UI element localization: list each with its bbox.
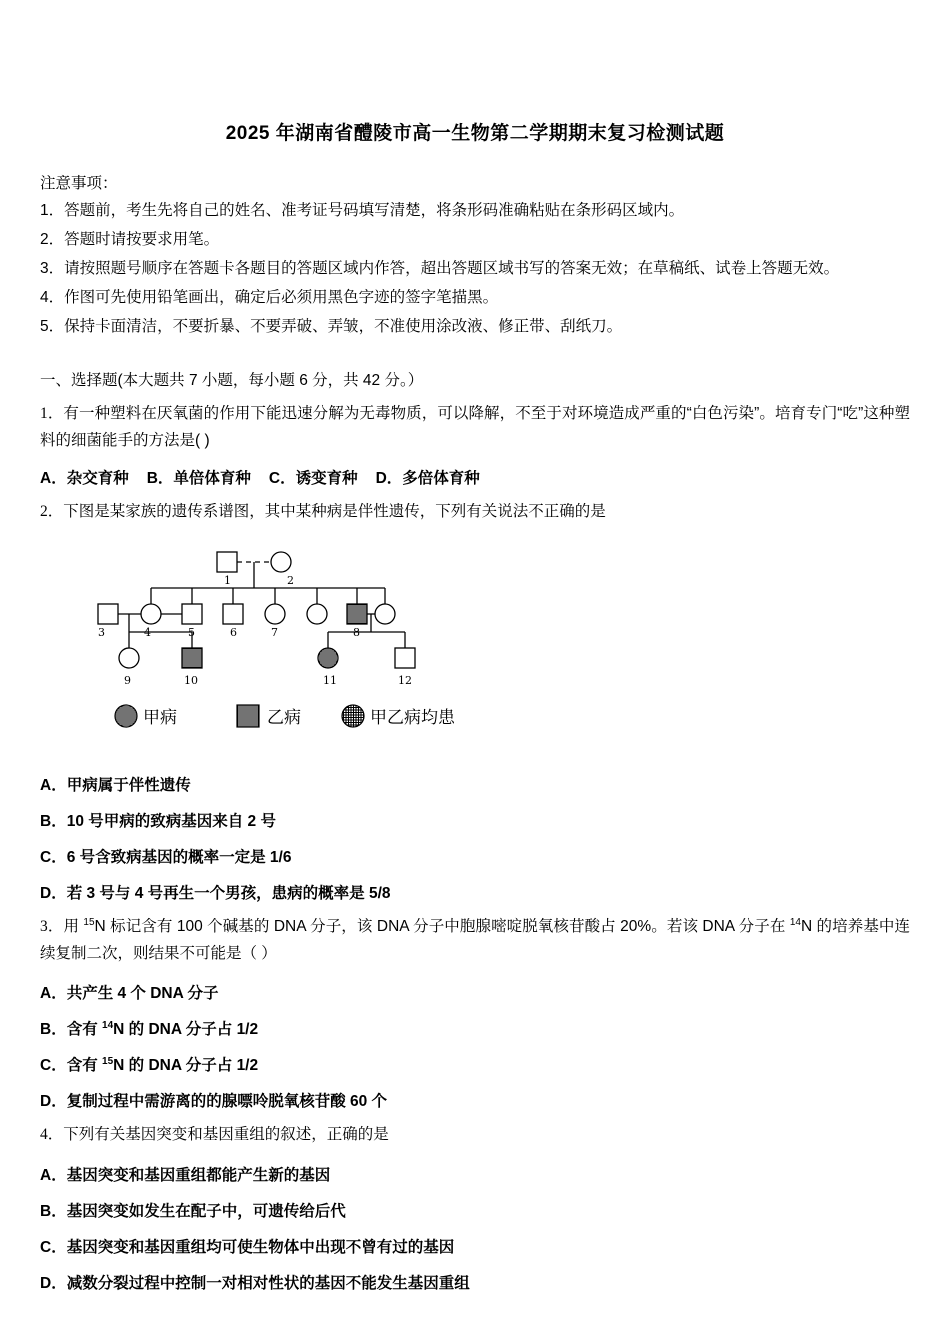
question-2-stem <box>40 499 910 526</box>
question-4-option-c[interactable]: C．基因突变和基因重组均可使生物体中出现不曾有过的基因 <box>40 1239 455 1257</box>
question-3-option-b[interactable]: B．含有 $^{14}$N 的 DNA 分子占 1/2 <box>40 1020 259 1039</box>
page-content <box>40 171 910 1293</box>
question-2-text: 下图是某家族的遗传系谱图，其中某种病是伴性遗传，下列有关说法不正确的是 <box>63 503 606 521</box>
question-2-number: 2． <box>40 503 64 521</box>
question-4-option-d[interactable]: D．减数分裂过程中控制一对相对性状的基因不能发生基因重组 <box>40 1275 470 1293</box>
question-4-number: 4． <box>40 1126 64 1144</box>
pedigree-label-4: 4 <box>144 625 151 639</box>
question-1-option-a[interactable]: A．杂交育种 <box>40 470 129 488</box>
question-3-number: 3． <box>40 918 64 936</box>
pedigree-label-9: 9 <box>124 673 131 687</box>
question-4-option-a[interactable]: A．基因突变和基因重组都能产生新的基因 <box>40 1167 331 1185</box>
pedigree-label-1: 1 <box>224 573 231 587</box>
question-4-option-b[interactable]: B．基因突变如发生在配子中，可遗传给后代 <box>40 1203 346 1221</box>
pedigree-label-6: 6 <box>230 625 237 639</box>
question-2-option-d[interactable]: D．若 3 号与 4 号再生一个男孩，患病的概率是 5/8 <box>40 884 391 902</box>
pedigree-label-3: 3 <box>98 625 105 639</box>
pedigree-label-7: 7 <box>271 625 278 639</box>
question-1-option-d[interactable]: D．多倍体育种 <box>375 470 480 488</box>
question-4-stem <box>40 1122 910 1149</box>
notice-heading: 注意事项： <box>40 175 118 192</box>
pedigree-label-2: 2 <box>287 573 294 587</box>
pedigree-label-11: 11 <box>323 673 337 687</box>
notice-item-2: 2．答题时请按要求用笔。 <box>40 231 220 248</box>
legend-label-both: 甲乙病均患 <box>370 707 455 728</box>
legend-label-yibing: 乙病 <box>267 707 301 728</box>
question-3-option-a[interactable]: A．共产生 4 个 DNA 分子 <box>40 985 219 1003</box>
notice-item-5: 5．保持卡面清洁，不要折暴、不要弄破、弄皱，不准使用涂改液、修正带、刮纸刀。 <box>40 318 623 335</box>
question-1-stem <box>40 401 910 454</box>
pedigree-diagram-svg <box>85 544 485 759</box>
question-1-option-b[interactable]: B．单倍体育种 <box>146 470 251 488</box>
legend-label-jiabing: 甲病 <box>143 707 177 728</box>
pedigree-label-12: 12 <box>398 673 412 687</box>
notice-item-4: 4．作图可先使用铅笔画出，确定后必须用黑色字迹的签字笔描黑。 <box>40 289 499 306</box>
section-heading: 一、选择题(本大题共 7 小题，每小题 6 分，共 42 分。） <box>40 372 424 389</box>
page-title: 2025 年湖南省醴陵市高一生物第二学期期末复习检测试题 <box>225 123 725 144</box>
notice-item-1: 1．答题前，考生先将自己的姓名、准考证号码填写清楚，将条形码准确粘贴在条形码区域内。 <box>40 202 685 219</box>
pedigree-label-5: 5 <box>188 625 195 639</box>
question-4-text: 下列有关基因突变和基因重组的叙述，正确的是 <box>63 1126 389 1144</box>
question-1-option-c[interactable]: C．诱变育种 <box>268 470 358 488</box>
question-3-option-d[interactable]: D．复制过程中需游离的的腺嘌呤脱氧核苷酸 60 个 <box>40 1093 388 1111</box>
question-1-number: 1． <box>40 405 64 422</box>
question-3-stem <box>40 914 910 967</box>
pedigree-label-10: 10 <box>184 673 198 687</box>
question-1-text: 有一种塑料在厌氧菌的作用下能迅速分解为无毒物质，可以降解，不至于对环境造成严重的“白色污染”。培育专门“吃”这种塑料的细菌能手的方法是( ) <box>40 405 910 449</box>
question-3-option-c[interactable]: C．含有 $^{15}$N 的 DNA 分子占 1/2 <box>40 1056 259 1075</box>
question-3-text: 用 $^{15}$N 标记含有 100 个碱基的 DNA 分子，该 DNA 分子中胞腺嘧啶脱氧核苷酸占 20%。若该 DNA 分子在 $^{14}$N 的培养基中连续复制二次，则结果不可能是（ ） <box>40 916 910 962</box>
question-2-option-a[interactable]: A．甲病属于伴性遗传 <box>40 776 191 794</box>
question-1-options <box>40 466 910 488</box>
notice-item-3: 3．请按照题号顺序在答题卡各题目的答题区域内作答，超出答题区域书写的答案无效；在草稿纸、试卷上答题无效。 <box>40 260 840 277</box>
question-2-option-b[interactable]: B．10 号甲病的致病基因来自 2 号 <box>40 812 276 830</box>
pedigree-figure <box>85 544 485 759</box>
pedigree-label-8: 8 <box>353 625 360 639</box>
question-2-option-c[interactable]: C．6 号含致病基因的概率一定是 1/6 <box>40 848 292 866</box>
